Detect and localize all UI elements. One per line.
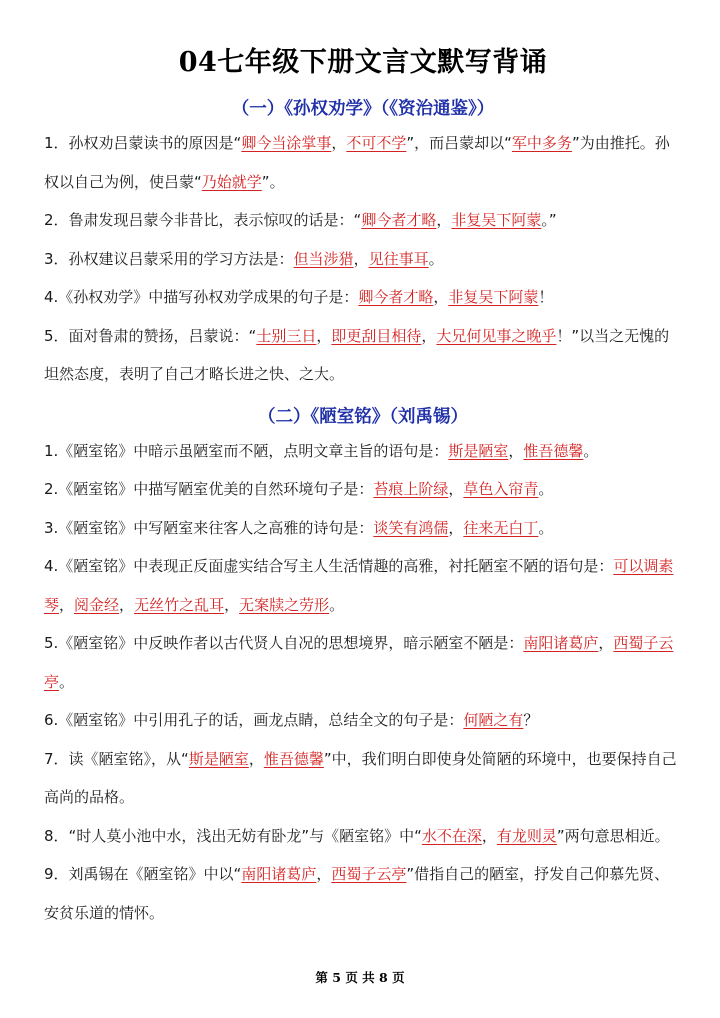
question-item — [44, 432, 682, 471]
answer-text: 水不在深 — [421, 826, 482, 845]
question-text: ， — [248, 749, 264, 768]
answer-text: 西蜀子云亭 — [44, 634, 674, 691]
question-text: ， — [508, 441, 524, 460]
answer-text: 苔痕上阶绿 — [373, 480, 449, 498]
question-text: 。 — [583, 441, 599, 460]
question-text: ， — [331, 134, 347, 152]
question-text: 5.《陋室铭》中反映作者以古代贤人自况的思想境界，暗示陋室不陋是： — [44, 634, 524, 652]
answer-text: 惟吾德馨 — [523, 441, 584, 460]
question-text: ， — [316, 865, 332, 883]
answer-text: 南阳诸葛庐 — [523, 634, 599, 652]
question-text: 4.《陋室铭》中表现正反面虚实结合写主人生活情趣的高雅，衬托陋室不陋的语句是： — [44, 557, 614, 575]
answer-text: 南阳诸葛庐 — [241, 865, 317, 883]
answer-text: 卿今者才略 — [361, 211, 437, 229]
question-text: ”。 — [261, 172, 285, 191]
question-text: 5．面对鲁肃的赞扬，吕蒙说：“ — [44, 326, 257, 345]
question-text: ”两句意思相近。 — [556, 826, 670, 845]
question-text: ， — [353, 249, 369, 268]
answer-text: 卿今当涂掌事 — [241, 134, 332, 152]
answer-text: 阅金经 — [74, 595, 120, 614]
answer-text: 斯是陋室 — [188, 749, 249, 768]
question-text: 。 — [428, 249, 444, 268]
question-item — [44, 855, 682, 932]
question-text: 4.《孙权劝学》中描写孙权劝学成果的句子是： — [44, 288, 359, 306]
question-text: ”为由推托。孙权以自己为例，使吕蒙“ — [44, 134, 670, 191]
question-text: ， — [448, 480, 464, 498]
question-text: ？ — [523, 711, 539, 729]
answer-text: 大兄何见事之晚乎 — [436, 326, 557, 345]
question-text: ”借指自己的陋室，抒发自己仰慕先贤、安贫乐道的情怀。 — [44, 865, 670, 922]
answer-text: 何陋之有 — [463, 711, 524, 729]
answer-text: 西蜀子云亭 — [331, 865, 407, 883]
answer-text: 卿今者才略 — [358, 288, 434, 306]
section-heading-1: （一）《孙权劝学》（《资治通鉴》） — [231, 99, 495, 119]
question-text: 。 — [538, 518, 554, 537]
question-text: ， — [481, 826, 497, 845]
page-title: 04七年级下册文言文默写背诵 — [178, 47, 548, 78]
answer-text: 但当涉猎 — [293, 249, 354, 268]
question-text: ！ — [538, 288, 554, 306]
answer-text: 即更刮目相待 — [331, 326, 422, 345]
answer-text: 无丝竹之乱耳 — [134, 595, 225, 614]
answer-text: 惟吾德馨 — [263, 749, 324, 768]
question-text: ， — [433, 288, 449, 306]
answer-text: 草色入帘青 — [463, 480, 539, 498]
question-item — [44, 201, 682, 240]
answer-text: 有龙则灵 — [496, 826, 557, 845]
answer-text: 非复吴下阿蒙 — [448, 288, 539, 306]
question-text: 8．“时人莫小池中水，浅出无妨有卧龙”与《陋室铭》中“ — [44, 826, 422, 845]
question-text: 3.《陋室铭》中写陋室来往客人之高雅的诗句是： — [44, 518, 374, 537]
question-item — [44, 624, 682, 701]
question-text: ， — [316, 326, 332, 345]
question-item — [44, 701, 682, 740]
question-text: ， — [224, 595, 240, 614]
question-item — [44, 124, 682, 201]
question-text: 1.《陋室铭》中暗示虽陋室而不陋，点明文章主旨的语句是： — [44, 441, 449, 460]
question-text: 7．读《陋室铭》，从“ — [44, 749, 189, 768]
section-2-items — [44, 432, 682, 933]
question-item — [44, 547, 682, 624]
question-text: 1．孙权劝吕蒙读书的原因是“ — [44, 134, 242, 152]
question-item — [44, 470, 682, 509]
question-text: ， — [421, 326, 437, 345]
page-footer: 第 5 页 共 8 页 — [315, 970, 405, 985]
answer-text: 非复吴下阿蒙 — [451, 211, 542, 229]
question-text: ， — [598, 634, 614, 652]
question-text: 2.《陋室铭》中描写陋室优美的自然环境句子是： — [44, 480, 374, 498]
answer-text: 往来无白丁 — [463, 518, 539, 537]
question-text: ”，而吕蒙却以“ — [406, 134, 512, 152]
question-text: ， — [448, 518, 464, 537]
question-text: 。” — [541, 211, 557, 229]
question-text: 。 — [538, 480, 554, 498]
question-text: 9．刘禹锡在《陋室铭》中以“ — [44, 865, 242, 883]
answer-text: 斯是陋室 — [448, 441, 509, 460]
question-text: 。 — [329, 595, 345, 614]
question-text: ， — [119, 595, 135, 614]
question-item — [44, 509, 682, 548]
question-item — [44, 317, 682, 394]
question-item — [44, 740, 682, 817]
question-text: ”中，我们明白即使身处简陋的环境中，也要保持自己高尚的品格。 — [44, 749, 677, 806]
question-text: ！”以当之无愧的坦然态度，表明了自己才略长进之快、之大。 — [44, 326, 670, 383]
answer-text: 谈笑有鸿儒 — [373, 518, 449, 537]
question-item — [44, 817, 682, 856]
answer-text: 乃始就学 — [201, 172, 262, 191]
answer-text: 军中多务 — [511, 134, 572, 152]
answer-text: 士别三日 — [256, 326, 317, 345]
question-text: ， — [436, 211, 452, 229]
question-text: 3．孙权建议吕蒙采用的学习方法是： — [44, 249, 294, 268]
question-text: 6.《陋室铭》中引用孔子的话，画龙点睛，总结全文的句子是： — [44, 711, 464, 729]
question-item — [44, 278, 682, 317]
answer-text: 不可不学 — [346, 134, 407, 152]
question-text: 。 — [59, 672, 75, 691]
answer-text: 见往事耳 — [368, 249, 429, 268]
answer-text: 可以调素琴 — [44, 557, 674, 614]
section-heading-2: （二）《陋室铭》（刘禹锡） — [258, 406, 468, 427]
answer-text: 无案牍之劳形 — [239, 595, 330, 614]
question-text: ， — [59, 595, 75, 614]
question-item — [44, 240, 682, 279]
section-1-items — [44, 124, 682, 394]
question-text: 2．鲁肃发现吕蒙今非昔比，表示惊叹的话是：“ — [44, 211, 362, 229]
